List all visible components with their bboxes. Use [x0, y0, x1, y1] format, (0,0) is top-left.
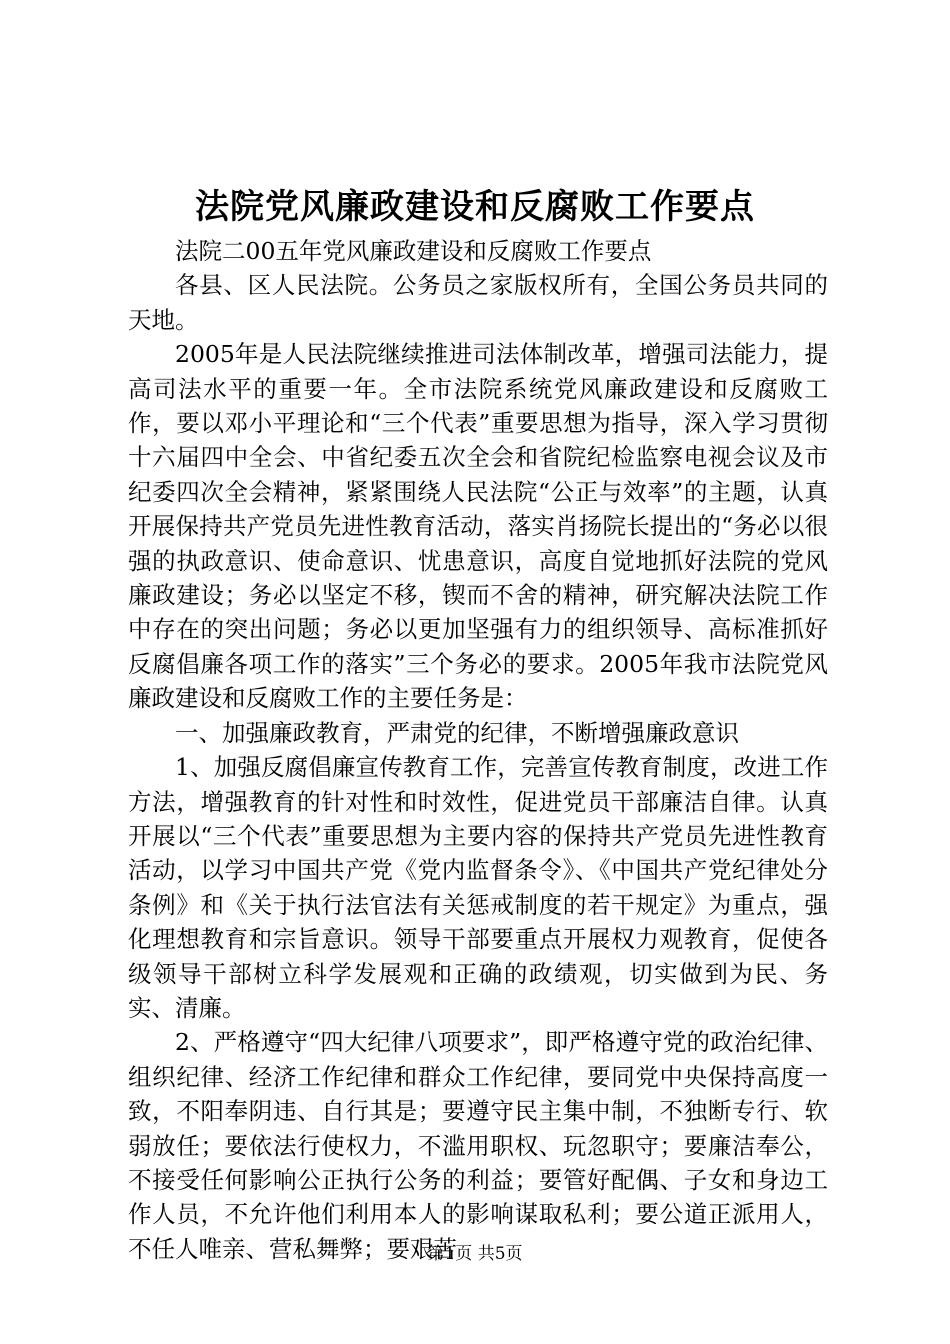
document-body	[128, 234, 828, 1266]
intro-paragraph: 2005年是人民法院继续推进司法体制改革，增强司法能力，提高司法水平的重要一年。全市法院系统党风廉政建设和反腐败工作，要以邓小平理论和“三个代表”重要思想为指导，深入学习贯彻十六届四中全会、中省纪委五次全会和省院纪检监察电视会议及市纪委四次全会精神，紧紧围绕人民法院“公正与效率”的主题，认真开展保持共产党员先进性教育活动，落实肖扬院长提出的“务必以很强的执政意识、使命意识、忧患意识，高度自觉地抓好法院的党风廉政建设；务必以坚定不移，锲而不舍的精神，研究解决法院工作中存在的突出问题；务必以更加坚强有力的组织领导、高标准抓好反腐倡廉各项工作的落实”三个务必的要求。2005年我市法院党风廉政建设和反腐败工作的主要任务是：	[128, 340, 828, 713]
document-title: 法院党风廉政建设和反腐败工作要点	[195, 187, 755, 227]
page-footer: 第1页 共5页	[427, 1244, 523, 1264]
section-heading: 一、加强廉政教育，严肃党的纪律，不断增强廉政意识	[175, 718, 739, 747]
item-paragraph-2: 2、严格遵守“四大纪律八项要求”，即严格遵守党的政治纪律、组织纪律、经济工作纪律和群众工作纪律，要同党中央保持高度一致，不阳奉阴违、自行其是；要遵守民主集中制，不独断专行、软弱放任；要依法行使权力，不滥用职权、玩忽职守；要廉洁奉公，不接受任何影响公正执行公务的利益；要管好配偶、子女和身边工作人员，不允许他们利用本人的影响谋取私利；要公道正派用人，不任人唯亲、营私舞弊；要艰苦	[128, 1028, 828, 1263]
subtitle-paragraph: 法院二00五年党风廉政建设和反腐败工作要点	[175, 237, 652, 265]
addressee-paragraph: 各县、区人民法院。公务员之家版权所有，全国公务员共同的天地。	[128, 271, 828, 334]
item-paragraph-1: 1、加强反腐倡廉宣传教育工作，完善宣传教育制度，改进工作方法，增强教育的针对性和时效性，促进党员干部廉洁自律。认真开展以“三个代表”重要思想为主要内容的保持共产党员先进性教育活动，以学习中国共产党《党内监督条令》、《中国共产党纪律处分条例》和《关于执行法官法有关惩戒制度的若干规定》为重点，强化理想教育和宗旨意识。领导干部要重点开展权力观教育，促使各级领导干部树立科学发展观和正确的政绩观，切实做到为民、务实、清廉。	[128, 753, 828, 1022]
